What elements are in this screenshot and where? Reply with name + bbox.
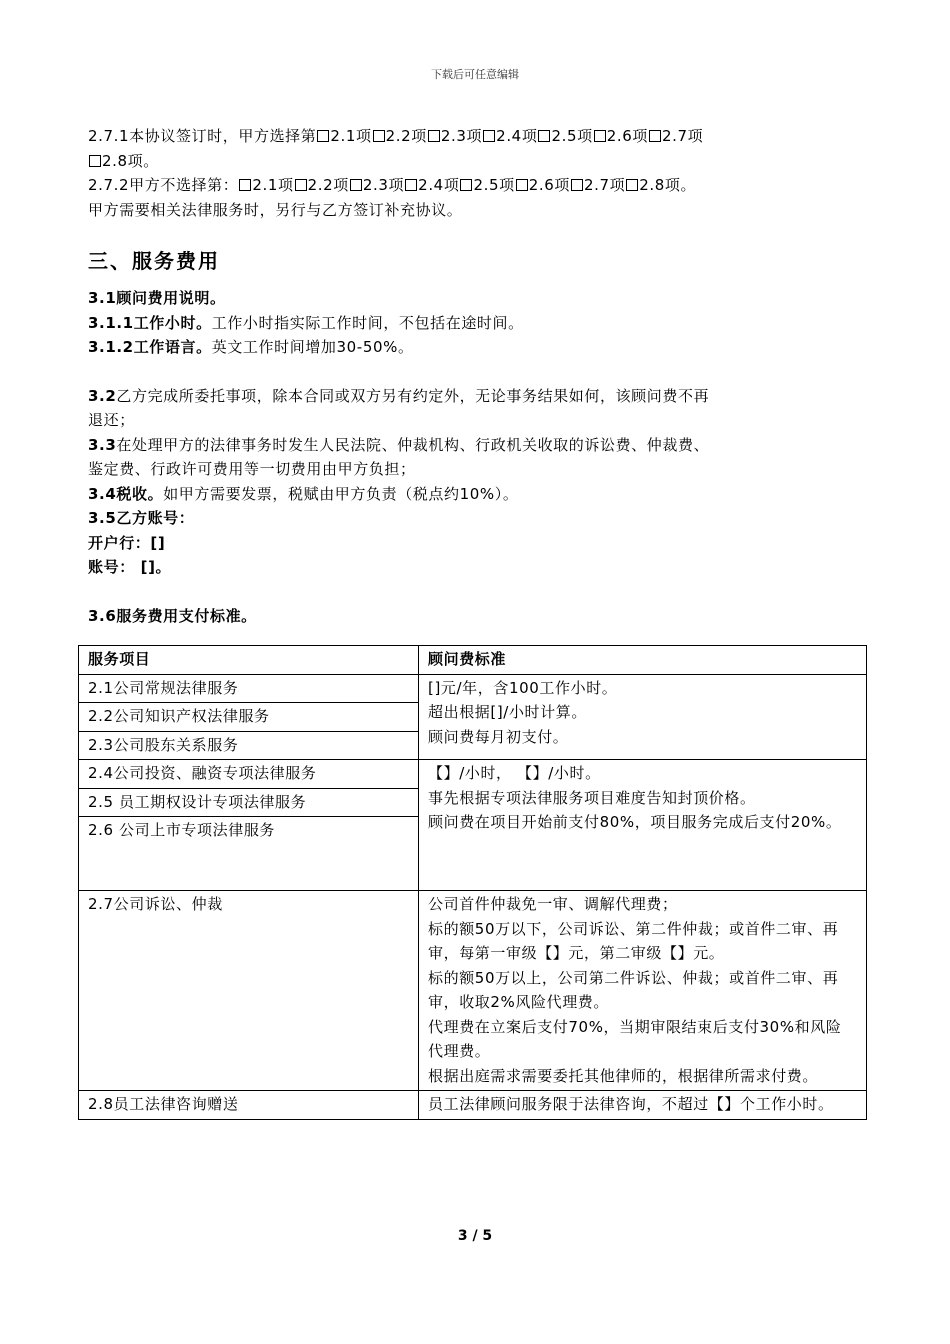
document-body [88, 124, 866, 628]
clause-label: 3.1.2工作语言。 [88, 338, 212, 356]
checkbox-icon[interactable] [89, 155, 101, 167]
clause-3-3 [88, 433, 866, 482]
clause-text: 退还； [88, 411, 135, 429]
option-label: 2.5项 [473, 176, 515, 194]
clause-text: 鉴定费、行政许可费用等一切费用由甲方负担； [88, 460, 416, 478]
clause-text: 工作小时指实际工作时间，不包括在途时间。 [211, 313, 524, 332]
service-item-cell: 2.8员工法律咨询赠送 [79, 1091, 419, 1120]
spacer [88, 222, 866, 246]
clause-3-4 [88, 482, 866, 507]
checkbox-icon[interactable] [317, 130, 329, 142]
spacer [88, 360, 866, 384]
clause-text: 如甲方需要发票，税赋由甲方负责（税点约10%）。 [163, 484, 519, 503]
fee-line: []元/年，含100工作小时。 [428, 678, 618, 697]
clause-text: 英文工作时间增加30-50%。 [211, 338, 414, 356]
checkbox-icon[interactable] [350, 179, 362, 191]
service-item-cell: 2.5 员工期权设计专项法律服务 [79, 788, 419, 817]
option-label: 2.8项。 [639, 176, 697, 194]
checkbox-icon[interactable] [571, 179, 583, 191]
service-item-cell: 2.4公司投资、融资专项法律服务 [79, 760, 419, 789]
fee-line: 根据出庭需求需要委托其他律师的，根据律所需求付费。 [428, 1066, 819, 1085]
checkbox-icon[interactable] [538, 130, 550, 142]
option-label: 2.7项 [583, 176, 626, 194]
clause-2-7-2-prefix: 2.7.2甲方不选择第： [88, 176, 239, 194]
fee-standard-cell [419, 891, 867, 1091]
service-item-cell: 2.1公司常规法律服务 [79, 674, 419, 703]
clause-3-1-1 [88, 311, 866, 336]
clause-2-7-1-prefix: 2.7.1本协议签订时，甲方选择第 [88, 127, 317, 145]
clause-3-2 [88, 384, 866, 433]
fee-line: 超出根据[]/小时计算。 [428, 703, 587, 721]
checkbox-icon[interactable] [373, 130, 385, 142]
clause-label: 3.3 [88, 435, 117, 454]
fee-line: 顾问费每月初支付。 [428, 727, 569, 746]
service-item-cell: 2.7公司诉讼、仲裁 [79, 891, 419, 1091]
clause-3-5: 3.5乙方账号： [88, 509, 195, 527]
checkbox-icon[interactable] [594, 130, 606, 142]
account-number-field: 账号： []。 [88, 558, 172, 576]
option-label: 2.7项 [661, 127, 704, 145]
checkbox-icon[interactable] [649, 130, 661, 142]
option-label: 2.3项 [362, 176, 405, 194]
checkbox-icon[interactable] [405, 179, 417, 191]
clause-label: 3.2 [88, 386, 117, 405]
clause-3-1-title: 3.1顾问费用说明。 [88, 289, 226, 307]
fee-standard-cell [419, 760, 867, 891]
table-row [79, 891, 867, 1091]
fee-line: 代理费在立案后支付70%，当期审限结束后支付30%和风险代理费。 [428, 1017, 842, 1060]
checkbox-icon[interactable] [239, 179, 251, 191]
table-row [79, 1091, 867, 1120]
option-label: 2.1项 [252, 176, 294, 194]
bank-name-field: 开户行：[] [88, 533, 166, 552]
option-label: 2.6项 [606, 127, 648, 145]
option-label: 2.2项 [385, 127, 427, 145]
clause-text: 乙方完成所委托事项，除本合同或双方另有约定外，无论事务结果如何，该顾问费不再 [116, 386, 710, 405]
fee-line: 【】/小时， 【】/小时。 [428, 764, 601, 782]
clause-label: 3.4税收。 [88, 484, 164, 503]
fee-line: 标的额50万以上，公司第二件诉讼、仲裁；或首件二审、再审，收取2%风险代理费。 [428, 968, 839, 1011]
spacer [88, 580, 866, 604]
checkbox-icon[interactable] [626, 179, 638, 191]
table-row [79, 760, 867, 789]
option-label: 2.8项。 [102, 151, 159, 170]
fee-line: 事先根据专项法律服务项目难度告知封顶价格。 [428, 788, 756, 807]
option-label: 2.3项 [440, 127, 483, 145]
clause-3-1-2 [88, 335, 866, 360]
option-label: 2.2项 [307, 176, 349, 194]
fee-standard-cell: 员工法律顾问服务限于法律咨询，不超过【】个工作小时。 [419, 1091, 867, 1120]
checkbox-icon[interactable] [295, 179, 307, 191]
option-label: 2.6项 [528, 176, 570, 194]
option-label: 2.5项 [551, 127, 593, 145]
fee-line: 公司首件仲裁免一审、调解代理费； [428, 895, 678, 913]
fee-line: 顾问费在项目开始前支付80%，项目服务完成后支付20%。 [428, 813, 842, 831]
option-label: 2.4项 [496, 127, 538, 145]
fee-standard-cell [419, 674, 867, 760]
page-header: 下载后可任意编辑 [431, 68, 519, 81]
clause-2-7-note: 甲方需要相关法律服务时，另行与乙方签订补充协议。 [88, 200, 463, 219]
clause-text: 在处理甲方的法律事务时发生人民法院、仲裁机构、行政机关收取的诉讼费、仲裁费、 [116, 435, 710, 454]
option-label: 2.1项 [330, 127, 372, 145]
page-number: 3 / 5 [457, 1228, 493, 1244]
service-item-cell: 2.6 公司上市专项法律服务 [79, 817, 419, 891]
option-label: 2.4项 [418, 176, 460, 194]
checkbox-icon[interactable] [428, 130, 440, 142]
clause-2-7-2 [88, 173, 866, 198]
service-item-cell: 2.2公司知识产权法律服务 [79, 703, 419, 732]
spacer [88, 276, 866, 286]
checkbox-icon[interactable] [483, 130, 495, 142]
fee-standard-table [78, 645, 867, 1120]
section-title: 三、服务费用 [88, 249, 220, 273]
service-item-cell: 2.3公司股东关系服务 [79, 731, 419, 760]
table-header-row [79, 646, 867, 675]
table-header-cell: 服务项目 [79, 646, 419, 675]
clause-label: 3.1.1工作小时。 [88, 313, 212, 332]
checkbox-icon[interactable] [460, 179, 472, 191]
checkbox-icon[interactable] [516, 179, 528, 191]
fee-line: 标的额50万以下，公司诉讼、第二件仲裁；或首件二审、再审，每第一审级【】元，第二审级【】元。 [428, 919, 839, 962]
clause-2-7-1 [88, 124, 866, 173]
table-row [79, 674, 867, 703]
clause-3-6: 3.6服务费用支付标准。 [88, 606, 257, 625]
table-header-cell: 顾问费标准 [419, 646, 867, 675]
